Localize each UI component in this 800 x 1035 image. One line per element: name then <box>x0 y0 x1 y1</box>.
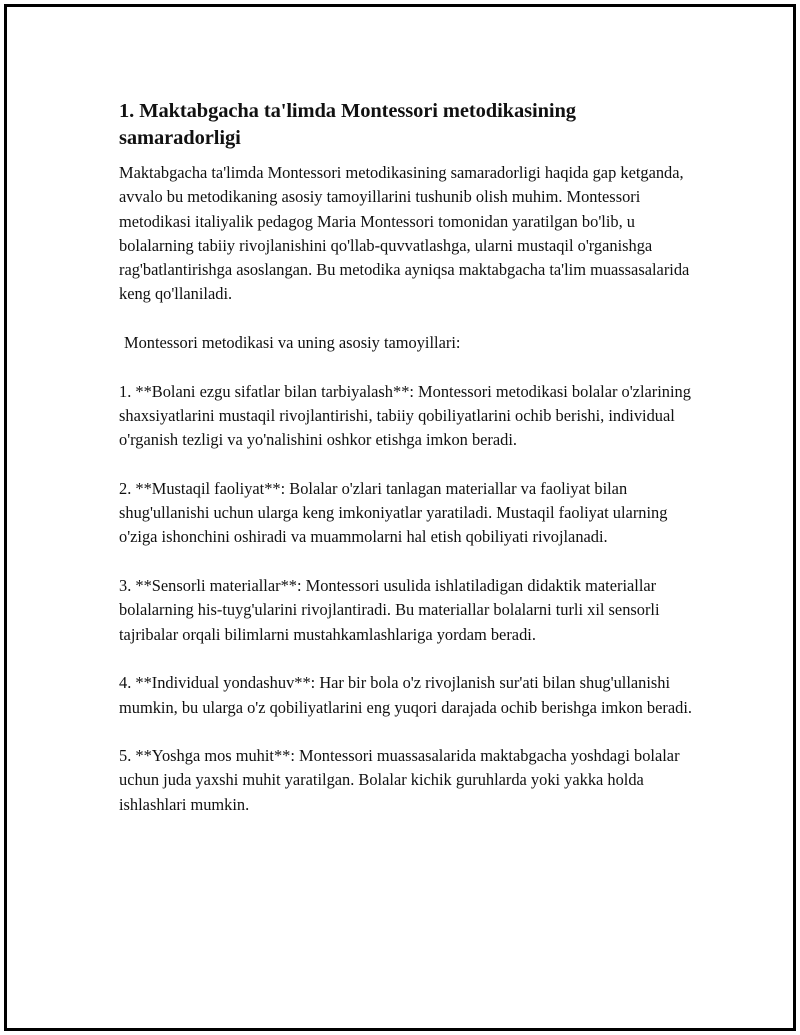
intro-paragraph: Maktabgacha ta'limda Montessori metodikasining samaradorligi haqida gap ketganda, avvalo bu metodikaning asosiy tamoyillarini tushunib olish muhim. Montessori metodikasi italiyalik pedagog Maria Montessori tomonidan yaratilgan bo'lib, u bolalarning tabiiy rivojlanishini qo'llab-quvvatlashga, ularni mustaqil o'rganishga rag'batlantirishga asoslangan. Bu metodika ayniqsa maktabgacha ta'lim muassasalarida keng qo'llaniladi. <box>119 163 690 304</box>
subheading: Montessori metodikasi va uning asosiy tamoyillari: <box>124 333 461 353</box>
list-item-3: 3. **Sensorli materiallar**: Montessori usulida ishlatiladigan didaktik materiallar bolalarning his-tuyg'ularini rivojlantiradi. Bu materiallar bolalarni turli xil sensorli tajribalar orqali bilimlarni mustahkamlashlariga yordam beradi. <box>119 576 660 644</box>
list-item-1: 1. **Bolani ezgu sifatlar bilan tarbiyalash**: Montessori metodikasi bolalar o'zlarining shaxsiyatlarini mustaqil rivojlantirishi, tabiiy qobiliyatlarini ochib berishi, individual o'rganish tezligi va yo'nalishini oshkor etishga imkon beradi. <box>119 381 691 450</box>
document-body <box>119 98 694 817</box>
list-item-2: 2. **Mustaqil faoliyat**: Bolalar o'zlari tanlagan materiallar va faoliyat bilan shug'ullanishi uchun ularga keng imkoniyatlar yaratiladi. Mustaqil faoliyat ularning o'ziga ishonchini oshiradi va muammolarni hal etish qobiliyati rivojlanadi. <box>119 478 668 547</box>
document-page <box>4 4 796 1031</box>
list-item-4: 4. **Individual yondashuv**: Har bir bola o'z rivojlanish sur'ati bilan shug'ullanishi mumkin, bu ularga o'z qobiliyatlarini eng yuqori darajada ochib berishga imkon beradi. <box>119 673 692 717</box>
list-item-5: 5. **Yoshga mos muhit**: Montessori muassasalarida maktabgacha yoshdagi bolalar uchun juda yaxshi muhit yaratilgan. Bolalar kichik guruhlarda yoki yakka holda ishlashlari mumkin. <box>119 746 680 814</box>
section-title: 1. Maktabgacha ta'limda Montessori metodikasining samaradorligi <box>119 100 576 149</box>
